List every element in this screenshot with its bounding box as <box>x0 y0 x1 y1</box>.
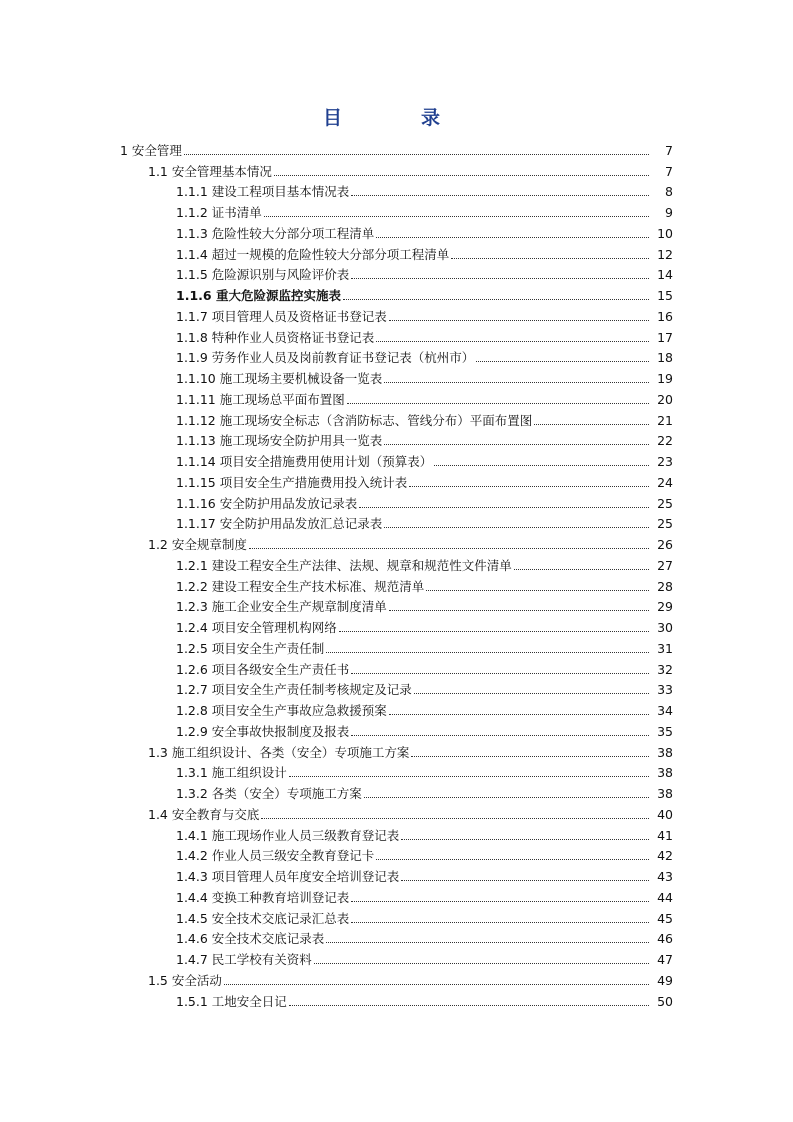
toc-dot-leader <box>414 693 649 694</box>
toc-page-number: 18 <box>657 350 673 366</box>
toc-entry[interactable] <box>0 741 793 762</box>
toc-dot-leader <box>326 652 649 653</box>
toc-page-number: 10 <box>657 225 673 241</box>
toc-entry[interactable] <box>0 803 793 824</box>
toc-page-number: 33 <box>657 682 673 698</box>
toc-dot-leader <box>314 963 649 964</box>
toc-dot-leader <box>451 258 649 259</box>
toc-dot-leader <box>534 424 649 425</box>
toc-entry-label: 1.4.1 施工现场作业人员三级教育登记表 <box>176 827 400 843</box>
toc-entry[interactable] <box>0 513 793 534</box>
toc-dot-leader <box>326 942 649 943</box>
toc-entry[interactable] <box>0 326 793 347</box>
toc-page-number: 43 <box>657 869 673 884</box>
toc-entry[interactable] <box>0 699 793 720</box>
toc-dot-leader <box>274 175 649 176</box>
toc-entry-label: 1.1 安全管理基本情况 <box>148 163 272 179</box>
toc-entry[interactable] <box>0 533 793 554</box>
toc-entry[interactable] <box>0 492 793 513</box>
toc-dot-leader <box>376 237 649 238</box>
toc-entry-label: 1.3 施工组织设计、各类（安全）专项施工方案 <box>148 744 410 760</box>
toc-entry[interactable] <box>0 762 793 783</box>
toc-entry[interactable] <box>0 409 793 430</box>
toc-dot-leader <box>401 880 649 881</box>
toc-entry-label: 1.4.7 民工学校有关资料 <box>176 952 312 967</box>
toc-page-number: 44 <box>657 889 673 905</box>
toc-entry-label: 1.1.15 项目安全生产措施费用投入统计表 <box>176 474 408 490</box>
toc-dot-leader <box>261 818 649 819</box>
toc-page-number: 12 <box>657 246 673 262</box>
toc-entry[interactable] <box>0 782 793 803</box>
toc-page-number: 28 <box>657 578 673 594</box>
toc-dot-leader <box>514 569 649 570</box>
toc-page-number: 8 <box>665 184 673 200</box>
toc-entry[interactable] <box>0 969 793 990</box>
toc-dot-leader <box>401 839 649 840</box>
toc-entry-label: 1.2.5 项目安全生产责任制 <box>176 640 325 656</box>
toc-dot-leader <box>426 590 649 591</box>
toc-dot-leader <box>351 278 649 279</box>
toc-entry[interactable] <box>0 264 793 285</box>
toc-page-number: 41 <box>657 827 673 843</box>
toc-entry-label: 1.1.12 施工现场安全标志（含消防标志、管线分布）平面布置图 <box>176 412 533 428</box>
toc-title: 目 录 <box>322 107 470 129</box>
toc-page-number: 7 <box>665 142 673 158</box>
toc-entry-label: 1.2.9 安全事故快报制度及报表 <box>176 723 350 739</box>
toc-dot-leader <box>351 922 649 923</box>
toc-entry[interactable] <box>0 430 793 451</box>
toc-entry-label: 1.1.4 超过一规模的危险性较大分部分项工程清单 <box>176 246 450 262</box>
toc-dot-leader <box>224 984 649 985</box>
toc-dot-leader <box>409 486 649 487</box>
toc-entry[interactable] <box>0 824 793 845</box>
toc-dot-leader <box>351 673 649 674</box>
toc-dot-leader <box>376 341 649 342</box>
toc-entry-label: 1.1.10 施工现场主要机械设备一览表 <box>176 371 383 386</box>
toc-entry-label: 1.1.2 证书清单 <box>176 205 262 220</box>
toc-dot-leader <box>384 444 649 445</box>
toc-entry[interactable] <box>0 243 793 264</box>
toc-dot-leader <box>343 299 649 300</box>
toc-entry[interactable] <box>0 388 793 409</box>
toc-page-number: 47 <box>657 952 673 967</box>
toc-page-number: 21 <box>657 412 673 428</box>
toc-entry-label: 1.4.6 安全技术交底记录表 <box>176 931 325 947</box>
toc-entry[interactable] <box>0 450 793 471</box>
toc-page-number: 50 <box>657 993 673 1009</box>
toc-page-number: 38 <box>657 786 673 801</box>
toc-entry-label: 1.2.6 项目各级安全生产责任书 <box>176 661 350 677</box>
toc-entry-label: 1.3.2 各类（安全）专项施工方案 <box>176 786 362 801</box>
toc-dot-leader <box>389 714 649 715</box>
toc-entry-label: 1.1.7 项目管理人员及资格证书登记表 <box>176 308 387 324</box>
toc-entry[interactable] <box>0 367 793 388</box>
toc-entry[interactable] <box>0 948 793 969</box>
toc-dot-leader <box>339 631 649 632</box>
toc-entry-label: 1.4.3 项目管理人员年度安全培训登记表 <box>176 869 400 884</box>
toc-dot-leader <box>351 735 649 736</box>
toc-page-number: 35 <box>657 723 673 739</box>
toc-page-number: 22 <box>657 433 673 449</box>
toc-entry[interactable] <box>0 865 793 886</box>
toc-entry[interactable] <box>0 575 793 596</box>
toc-page-number: 40 <box>657 806 673 822</box>
toc-entry[interactable] <box>0 554 793 575</box>
toc-dot-leader <box>389 610 649 611</box>
toc-entry-label: 1.1.14 项目安全措施费用使用计划（预算表） <box>176 454 433 469</box>
toc-dot-leader <box>351 901 649 902</box>
toc-entry-label: 1.5.1 工地安全日记 <box>176 993 287 1009</box>
toc-entry[interactable] <box>0 658 793 679</box>
toc-entry[interactable] <box>0 679 793 700</box>
toc-dot-leader <box>347 403 649 404</box>
toc-page-number: 32 <box>657 661 673 677</box>
toc-page-number: 23 <box>657 454 673 469</box>
toc-dot-leader <box>264 216 649 217</box>
toc-dot-leader <box>249 548 649 549</box>
toc-page-number: 20 <box>657 391 673 407</box>
toc-entry[interactable] <box>0 928 793 949</box>
toc-entry-label: 1.1.9 劳务作业人员及岗前教育证书登记表（杭州市） <box>176 350 475 366</box>
toc-entry-label: 1.1.8 特种作业人员资格证书登记表 <box>176 329 375 345</box>
toc-entry-label: 1.2 安全规章制度 <box>148 537 247 552</box>
toc-entry[interactable] <box>0 347 793 368</box>
toc-entry[interactable] <box>0 222 793 243</box>
toc-entry[interactable] <box>0 720 793 741</box>
toc-entry-label: 1.5 安全活动 <box>148 972 222 988</box>
toc-entry-label: 1.4 安全教育与交底 <box>148 806 260 822</box>
toc-entry-label: 1.1.3 危险性较大分部分项工程清单 <box>176 225 375 241</box>
toc-entry-label: 1.1.1 建设工程项目基本情况表 <box>176 184 350 200</box>
toc-entry-label: 1.2.8 项目安全生产事故应急救援预案 <box>176 703 387 718</box>
toc-entry-label: 1.2.1 建设工程安全生产法律、法规、规章和规范性文件清单 <box>176 557 512 573</box>
toc-dot-leader <box>476 361 649 362</box>
toc-page-number: 38 <box>657 765 673 781</box>
toc-entry-label: 1.2.4 项目安全管理机构网络 <box>176 620 337 635</box>
toc-dot-leader <box>184 154 649 155</box>
toc-entry-label: 1.1.6 重大危险源监控实施表 <box>176 288 341 303</box>
toc-entry[interactable] <box>0 637 793 658</box>
toc-entry-label: 1.1.17 安全防护用品发放汇总记录表 <box>176 516 383 532</box>
toc-entry-label: 1.4.2 作业人员三级安全教育登记卡 <box>176 848 375 864</box>
toc-entry-label: 1.1.11 施工现场总平面布置图 <box>176 391 345 407</box>
toc-entry[interactable] <box>0 886 793 907</box>
toc-dot-leader <box>376 859 649 860</box>
toc-entry-label: 1.4.5 安全技术交底记录汇总表 <box>176 910 350 926</box>
toc-dot-leader <box>434 465 649 466</box>
toc-entry[interactable] <box>0 160 793 181</box>
toc-entry[interactable] <box>0 305 793 326</box>
toc-page-number: 45 <box>657 910 673 926</box>
toc-dot-leader <box>384 527 649 528</box>
toc-dot-leader <box>289 1005 649 1006</box>
toc-page-number: 17 <box>657 329 673 345</box>
toc-page-number: 31 <box>657 640 673 656</box>
toc-entry-label: 1.2.3 施工企业安全生产规章制度清单 <box>176 599 387 615</box>
toc-dot-leader <box>411 756 649 757</box>
toc-page-number: 38 <box>657 744 673 760</box>
toc-page-number: 14 <box>657 267 673 283</box>
toc-page-number: 26 <box>657 537 673 552</box>
toc-page-number: 19 <box>657 371 673 386</box>
toc-entry-label: 1.4.4 变换工种教育培训登记表 <box>176 889 350 905</box>
toc-page-number: 49 <box>657 972 673 988</box>
toc-dot-leader <box>289 776 649 777</box>
toc-entry[interactable] <box>0 616 793 637</box>
toc-entry[interactable] <box>0 181 793 202</box>
toc-page-number: 24 <box>657 474 673 490</box>
toc-page-number: 46 <box>657 931 673 947</box>
toc-entry[interactable] <box>0 907 793 928</box>
toc-page-number: 34 <box>657 703 673 718</box>
toc-entry-label: 1 安全管理 <box>120 142 182 158</box>
toc-entry[interactable] <box>0 596 793 617</box>
toc-page-number: 30 <box>657 620 673 635</box>
toc-entry-label: 1.3.1 施工组织设计 <box>176 765 287 781</box>
toc-page-number: 42 <box>657 848 673 864</box>
toc-dot-leader <box>351 195 649 196</box>
toc-dot-leader <box>384 382 649 383</box>
toc-page-number: 16 <box>657 308 673 324</box>
toc-entry[interactable] <box>0 284 793 305</box>
toc-page-number: 9 <box>665 205 673 220</box>
toc-page-number: 7 <box>665 163 673 179</box>
toc-entry-label: 1.2.7 项目安全生产责任制考核规定及记录 <box>176 682 412 698</box>
toc-entry[interactable] <box>0 139 793 160</box>
toc-dot-leader <box>364 797 649 798</box>
toc-page-number: 29 <box>657 599 673 615</box>
toc-entry[interactable] <box>0 990 793 1011</box>
toc-page-number: 15 <box>657 288 673 303</box>
table-of-contents <box>0 139 793 1011</box>
toc-dot-leader <box>389 320 649 321</box>
toc-entry-label: 1.1.16 安全防护用品发放记录表 <box>176 495 358 511</box>
toc-page-number: 25 <box>657 516 673 532</box>
toc-page-number: 27 <box>657 557 673 573</box>
toc-entry-label: 1.1.13 施工现场安全防护用具一览表 <box>176 433 383 449</box>
toc-entry[interactable] <box>0 845 793 866</box>
toc-page-number: 25 <box>657 495 673 511</box>
toc-dot-leader <box>359 507 649 508</box>
toc-entry[interactable] <box>0 201 793 222</box>
toc-entry[interactable] <box>0 471 793 492</box>
toc-entry-label: 1.2.2 建设工程安全生产技术标准、规范清单 <box>176 578 425 594</box>
toc-entry-label: 1.1.5 危险源识别与风险评价表 <box>176 267 350 283</box>
